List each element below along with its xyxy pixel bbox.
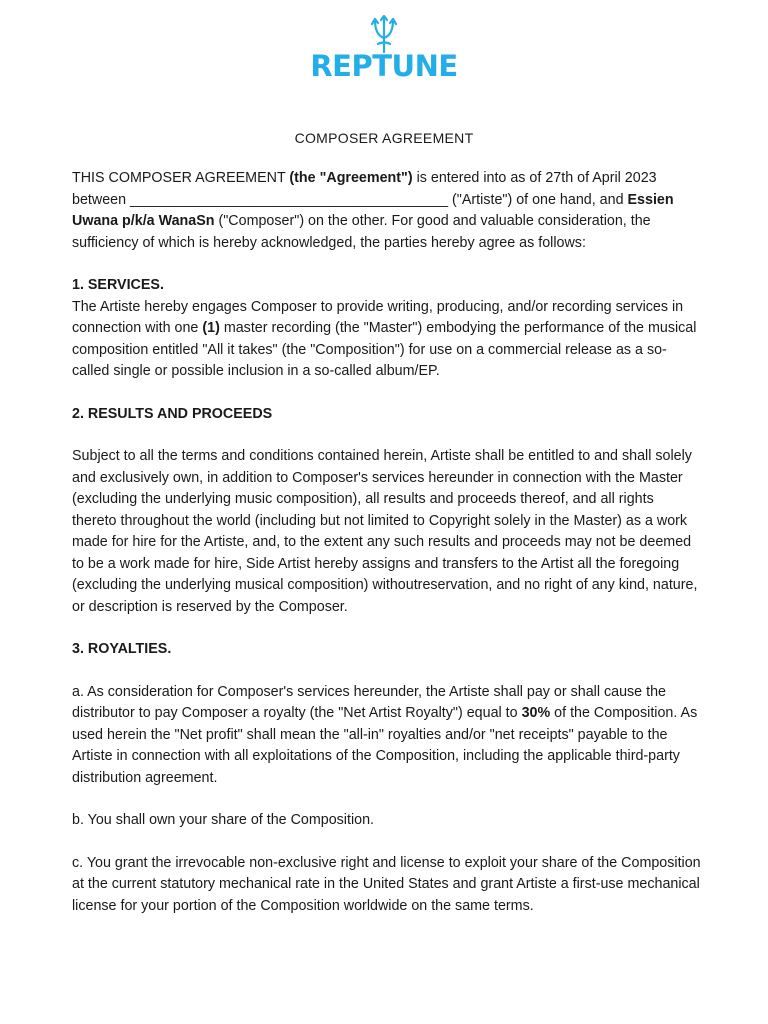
section-heading-services: 1. SERVICES. (72, 277, 164, 293)
section-heading-royalties: 3. ROYALTIES. (72, 641, 172, 657)
royalties-paragraph-b: b. You shall own your share of the Composition. (72, 812, 375, 828)
page-title: COMPOSER AGREEMENT (294, 130, 474, 146)
royalties-paragraph-a: a. As consideration for Composer's services hereunder, the Artiste shall pay or shall cause the distributor to pay Composer a royalty (the "Net Artist Royalty") equal to 30% of the Composition. As used herein the "Net profit" shall mean the "all-in" royalties and/or "net receipts" payable to the Artiste in connection with all exploitations of the Composition, including the applicable third-party distribution agreement. (72, 683, 698, 786)
services-paragraph: The Artiste hereby engages Composer to provide writing, producing, and/or recording services in connection with one (1) master recording (the "Master") embodying the performance of the musical composition entitled "All it takes" (the "Composition") for use on a commercial release as a so-called single or possible inclusion in a so-called album/EP. (72, 298, 697, 379)
logo (0, 14, 768, 82)
section-heading-results: 2. RESULTS AND PROCEEDS (72, 405, 273, 422)
trident-icon (364, 14, 404, 54)
logo-text: REPTUNE (310, 49, 458, 83)
intro-paragraph: THIS COMPOSER AGREEMENT (the "Agreement") is entered into as of 27th of April 2023 between ________________________________________ ("Artiste") of one hand, and Essien Uwana p/k/a WanaSn ("Composer") on the other. For good and valuable consideration, the sufficiency of which is hereby acknowledged, the parties hereby agree as follows: (72, 170, 674, 251)
document-body (72, 168, 702, 917)
royalties-paragraph-c: c. You grant the irrevocable non-exclusive right and license to exploit your share of the Composition at the current statutory mechanical rate in the United States and grant Artiste a first-use mechanical license for your portion of the Composition worldwide on the same terms. (72, 854, 701, 914)
results-paragraph: Subject to all the terms and conditions contained herein, Artiste shall be entitled to and shall solely and exclusively own, in addition to Composer's services hereunder in connection with the Master (excluding the underlying music composition), all results and proceeds thereof, and all rights thereto throughout the world (including but not limited to Copyright solely in the Master) as a work made for hire for the Artiste, and, to the extent any such results and proceeds may not be deemed to be a work made for hire, Side Artist hereby assigns and transfers to the Artist all the foregoing (excluding the underlying musical composition) withoutreservation, and no right of any kind, nature, or description is reserved by the Composer. (72, 448, 698, 615)
